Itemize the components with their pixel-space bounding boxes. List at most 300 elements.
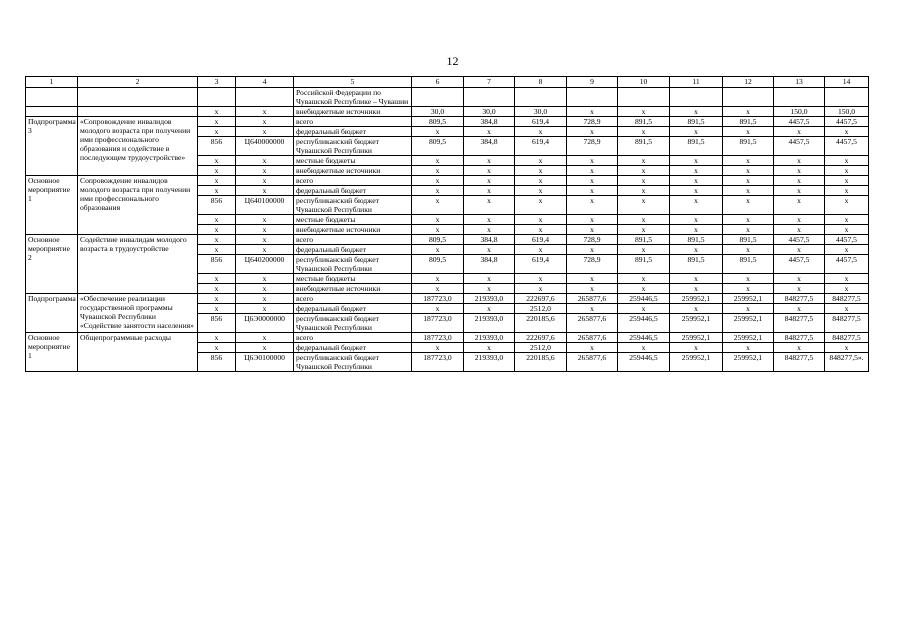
agency-code-cell: x [198, 294, 236, 304]
value-cell: x [412, 186, 464, 196]
value-cell: x [618, 186, 670, 196]
value-cell: x [412, 343, 464, 353]
value-cell: 222697,6 [515, 333, 567, 343]
value-cell: 728,9 [567, 117, 618, 127]
value-cell: x [774, 343, 825, 353]
value-cell: 4457,5 [774, 137, 825, 156]
page-number: 12 [446, 54, 459, 68]
value-cell: 219393,0 [464, 314, 515, 333]
agency-code-cell: x [198, 176, 236, 186]
name-cell: «Сопровождение инвалидов молодого возраста при получении ими профессионального образования и содействие в последующем трудоустройстве» [78, 117, 198, 176]
value-cell: x [774, 176, 825, 186]
target-code-cell [236, 88, 294, 107]
column-number-cell: 9 [567, 77, 618, 88]
value-cell: x [412, 176, 464, 186]
status-cell: Основное мероприятие 2 [26, 235, 78, 294]
value-cell [412, 88, 464, 107]
value-cell: x [567, 156, 618, 166]
value-cell: x [567, 127, 618, 137]
value-cell: 259952,1 [723, 353, 774, 372]
value-cell: x [825, 127, 869, 137]
funding-source-cell: федеральный бюджет [294, 186, 412, 196]
value-cell: x [774, 196, 825, 215]
value-cell: x [567, 176, 618, 186]
value-cell: 4457,5 [774, 255, 825, 274]
value-cell: x [618, 127, 670, 137]
value-cell: 384,8 [464, 137, 515, 156]
value-cell: x [670, 196, 723, 215]
value-cell: 30,0 [515, 107, 567, 117]
status-cell: Подпрограмма 3 [26, 117, 78, 176]
value-cell: 891,5 [618, 235, 670, 245]
value-cell: 848277,5 [774, 333, 825, 343]
value-cell: x [412, 245, 464, 255]
table-row [26, 235, 869, 245]
value-cell: x [618, 225, 670, 235]
name-cell [78, 107, 198, 117]
target-code-cell: x [236, 294, 294, 304]
column-number-cell: 7 [464, 77, 515, 88]
value-cell: x [670, 225, 723, 235]
status-cell: Подпрограмма [26, 294, 78, 333]
value-cell: x [464, 127, 515, 137]
value-cell: x [825, 245, 869, 255]
value-cell [464, 88, 515, 107]
status-cell [26, 107, 78, 117]
value-cell: 4457,5 [825, 255, 869, 274]
funding-source-cell: федеральный бюджет [294, 343, 412, 353]
value-cell: x [670, 343, 723, 353]
column-number-cell: 3 [198, 77, 236, 88]
value-cell: 30,0 [412, 107, 464, 117]
value-cell: 187723,0 [412, 314, 464, 333]
value-cell: x [412, 225, 464, 235]
value-cell: x [774, 284, 825, 294]
table-row [26, 117, 869, 127]
funding-source-cell: республиканский бюджет Чувашской Республики [294, 353, 412, 372]
target-code-cell: x [236, 304, 294, 314]
column-number-cell: 14 [825, 77, 869, 88]
value-cell: 619,4 [515, 117, 567, 127]
value-cell: 220185,6 [515, 314, 567, 333]
value-cell: x [618, 156, 670, 166]
funding-source-cell: республиканский бюджет Чувашской Республики [294, 314, 412, 333]
column-number-cell: 12 [723, 77, 774, 88]
name-cell: Общепрограммные расходы [78, 333, 198, 372]
value-cell: 384,8 [464, 255, 515, 274]
value-cell: 187723,0 [412, 294, 464, 304]
value-cell: 259446,5 [618, 314, 670, 333]
funding-source-cell: всего [294, 117, 412, 127]
target-code-cell: x [236, 333, 294, 343]
value-cell: 4457,5 [825, 117, 869, 127]
value-cell: x [670, 166, 723, 176]
funding-source-cell: республиканский бюджет Чувашской Республики [294, 255, 412, 274]
value-cell: x [412, 274, 464, 284]
target-code-cell: Ц640200000 [236, 255, 294, 274]
value-cell: 848277,5». [825, 353, 869, 372]
value-cell [723, 88, 774, 107]
value-cell: 222697,6 [515, 294, 567, 304]
value-cell: 891,5 [670, 235, 723, 245]
target-code-cell: x [236, 117, 294, 127]
target-code-cell: x [236, 235, 294, 245]
value-cell: x [567, 343, 618, 353]
value-cell: 848277,5 [774, 314, 825, 333]
value-cell: x [412, 215, 464, 225]
value-cell: x [670, 107, 723, 117]
value-cell: x [825, 196, 869, 215]
value-cell: x [723, 107, 774, 117]
value-cell: x [723, 274, 774, 284]
value-cell: x [825, 186, 869, 196]
value-cell: 619,4 [515, 137, 567, 156]
value-cell: x [825, 274, 869, 284]
value-cell: x [723, 127, 774, 137]
value-cell [774, 88, 825, 107]
value-cell: x [774, 215, 825, 225]
value-cell: x [825, 304, 869, 314]
status-cell [26, 88, 78, 107]
name-cell: «Обеспечение реализации государственной программы Чувашской Республики «Содействие занятости населения» [78, 294, 198, 333]
table-row [26, 88, 869, 107]
value-cell: x [464, 343, 515, 353]
value-cell: x [723, 304, 774, 314]
agency-code-cell: x [198, 304, 236, 314]
value-cell: 259446,5 [618, 294, 670, 304]
value-cell: x [515, 127, 567, 137]
agency-code-cell: x [198, 117, 236, 127]
value-cell [670, 88, 723, 107]
value-cell: 259952,1 [723, 333, 774, 343]
value-cell: 220185,6 [515, 353, 567, 372]
column-number-cell: 11 [670, 77, 723, 88]
value-cell: 259446,5 [618, 333, 670, 343]
column-number-cell: 4 [236, 77, 294, 88]
value-cell: x [825, 166, 869, 176]
value-cell: 265877,6 [567, 294, 618, 304]
value-cell: x [464, 274, 515, 284]
value-cell: x [515, 176, 567, 186]
value-cell: x [567, 215, 618, 225]
target-code-cell: x [236, 166, 294, 176]
funding-source-cell: всего [294, 176, 412, 186]
agency-code-cell [198, 88, 236, 107]
budget-table [25, 76, 869, 372]
value-cell: 4457,5 [774, 235, 825, 245]
agency-code-cell: x [198, 166, 236, 176]
value-cell: x [723, 343, 774, 353]
funding-source-cell: внебюджетные источники [294, 284, 412, 294]
agency-code-cell: x [198, 235, 236, 245]
target-code-cell: Ц640100000 [236, 196, 294, 215]
value-cell: x [412, 304, 464, 314]
value-cell: 2512,0 [515, 343, 567, 353]
value-cell: 848277,5 [774, 294, 825, 304]
table-row [26, 333, 869, 343]
value-cell: x [464, 304, 515, 314]
value-cell: 848277,5 [825, 333, 869, 343]
value-cell: 259446,5 [618, 353, 670, 372]
value-cell: x [567, 284, 618, 294]
value-cell: 891,5 [670, 117, 723, 127]
value-cell: x [464, 225, 515, 235]
value-cell: x [774, 186, 825, 196]
value-cell: 219393,0 [464, 353, 515, 372]
value-cell: x [825, 156, 869, 166]
value-cell: x [774, 127, 825, 137]
value-cell: x [618, 166, 670, 176]
agency-code-cell: 856 [198, 137, 236, 156]
value-cell: 891,5 [618, 137, 670, 156]
column-number-cell: 2 [78, 77, 198, 88]
value-cell: 219393,0 [464, 333, 515, 343]
agency-code-cell: 856 [198, 196, 236, 215]
value-cell: 259952,1 [670, 333, 723, 343]
value-cell: x [774, 274, 825, 284]
value-cell: x [515, 215, 567, 225]
agency-code-cell: 856 [198, 353, 236, 372]
agency-code-cell: x [198, 156, 236, 166]
value-cell: 728,9 [567, 137, 618, 156]
value-cell: x [774, 225, 825, 235]
value-cell: 4457,5 [774, 117, 825, 127]
value-cell: 150,0 [774, 107, 825, 117]
value-cell: x [515, 225, 567, 235]
column-number-cell: 8 [515, 77, 567, 88]
value-cell: 728,9 [567, 235, 618, 245]
value-cell: x [412, 196, 464, 215]
value-cell [825, 88, 869, 107]
column-number-cell: 1 [26, 77, 78, 88]
value-cell: 265877,6 [567, 333, 618, 343]
value-cell: x [464, 284, 515, 294]
value-cell [515, 88, 567, 107]
target-code-cell: x [236, 215, 294, 225]
value-cell: x [412, 156, 464, 166]
value-cell: 809,5 [412, 137, 464, 156]
value-cell: x [723, 225, 774, 235]
value-cell: x [464, 176, 515, 186]
value-cell: 150,0 [825, 107, 869, 117]
value-cell: x [567, 196, 618, 215]
value-cell: x [825, 176, 869, 186]
value-cell: x [618, 107, 670, 117]
value-cell: x [464, 156, 515, 166]
value-cell: 619,4 [515, 235, 567, 245]
value-cell: x [670, 186, 723, 196]
value-cell: x [723, 176, 774, 186]
target-code-cell: x [236, 274, 294, 284]
value-cell: 4457,5 [825, 235, 869, 245]
value-cell: x [618, 274, 670, 284]
value-cell: 848277,5 [825, 314, 869, 333]
value-cell: x [412, 166, 464, 176]
agency-code-cell: x [198, 127, 236, 137]
target-code-cell: Ц6Э0000000 [236, 314, 294, 333]
value-cell: 187723,0 [412, 333, 464, 343]
target-code-cell: x [236, 343, 294, 353]
funding-source-cell: республиканский бюджет Чувашской Республики [294, 137, 412, 156]
value-cell [618, 88, 670, 107]
value-cell: 265877,6 [567, 353, 618, 372]
target-code-cell: x [236, 107, 294, 117]
name-cell: Содействие инвалидам молодого возраста в трудоустройстве [78, 235, 198, 294]
value-cell: x [618, 284, 670, 294]
value-cell: x [670, 156, 723, 166]
agency-code-cell: x [198, 215, 236, 225]
value-cell: 728,9 [567, 255, 618, 274]
name-cell [78, 88, 198, 107]
value-cell: 2512,0 [515, 304, 567, 314]
value-cell: 891,5 [670, 137, 723, 156]
status-cell: Основное мероприятие 1 [26, 176, 78, 235]
agency-code-cell: x [198, 107, 236, 117]
value-cell: 259952,1 [670, 314, 723, 333]
target-code-cell: x [236, 225, 294, 235]
column-number-cell: 6 [412, 77, 464, 88]
value-cell: x [618, 215, 670, 225]
value-cell: x [464, 166, 515, 176]
column-number-cell: 5 [294, 77, 412, 88]
target-code-cell: x [236, 186, 294, 196]
value-cell: x [515, 245, 567, 255]
value-cell: x [464, 196, 515, 215]
agency-code-cell: 856 [198, 314, 236, 333]
value-cell: 809,5 [412, 255, 464, 274]
funding-source-cell: внебюджетные источники [294, 107, 412, 117]
value-cell: x [618, 245, 670, 255]
target-code-cell: Ц6Э0100000 [236, 353, 294, 372]
value-cell: 265877,6 [567, 314, 618, 333]
value-cell: x [515, 186, 567, 196]
funding-source-cell: федеральный бюджет [294, 245, 412, 255]
funding-source-cell: федеральный бюджет [294, 304, 412, 314]
target-code-cell: x [236, 284, 294, 294]
value-cell: x [825, 225, 869, 235]
value-cell: x [774, 166, 825, 176]
value-cell: 619,4 [515, 255, 567, 274]
value-cell: x [515, 156, 567, 166]
value-cell: x [825, 284, 869, 294]
funding-source-cell: местные бюджеты [294, 156, 412, 166]
value-cell: x [825, 343, 869, 353]
value-cell: x [670, 176, 723, 186]
value-cell: 259952,1 [670, 294, 723, 304]
value-cell: 4457,5 [825, 137, 869, 156]
value-cell: x [670, 127, 723, 137]
value-cell: x [464, 245, 515, 255]
value-cell: x [618, 176, 670, 186]
value-cell: x [723, 215, 774, 225]
value-cell: x [618, 304, 670, 314]
funding-source-cell: местные бюджеты [294, 274, 412, 284]
value-cell: x [774, 156, 825, 166]
column-number-cell: 10 [618, 77, 670, 88]
status-cell: Основное мероприятие 1 [26, 333, 78, 372]
agency-code-cell: x [198, 245, 236, 255]
value-cell: 848277,5 [774, 353, 825, 372]
funding-source-cell: внебюджетные источники [294, 166, 412, 176]
funding-source-cell: внебюджетные источники [294, 225, 412, 235]
value-cell: x [723, 186, 774, 196]
value-cell: x [515, 274, 567, 284]
agency-code-cell: x [198, 274, 236, 284]
target-code-cell: Ц640000000 [236, 137, 294, 156]
funding-source-cell: местные бюджеты [294, 215, 412, 225]
funding-source-cell: всего [294, 294, 412, 304]
value-cell: 891,5 [723, 137, 774, 156]
funding-source-cell: федеральный бюджет [294, 127, 412, 137]
value-cell: x [723, 156, 774, 166]
value-cell: x [723, 196, 774, 215]
agency-code-cell: x [198, 186, 236, 196]
name-cell: Сопровождение инвалидов молодого возраста при получении ими профессионального образования [78, 176, 198, 235]
value-cell: 219393,0 [464, 294, 515, 304]
value-cell: x [567, 304, 618, 314]
agency-code-cell: x [198, 225, 236, 235]
agency-code-cell: x [198, 284, 236, 294]
value-cell: x [670, 274, 723, 284]
value-cell: x [567, 225, 618, 235]
value-cell: x [412, 284, 464, 294]
value-cell: x [515, 284, 567, 294]
value-cell: x [723, 245, 774, 255]
value-cell: x [515, 166, 567, 176]
column-number-row [26, 77, 869, 88]
value-cell: x [618, 196, 670, 215]
funding-source-cell: Российской Федерации по Чувашской Республике – Чувашии [294, 88, 412, 107]
value-cell: x [670, 245, 723, 255]
table-row [26, 176, 869, 186]
target-code-cell: x [236, 176, 294, 186]
value-cell: 848277,5 [825, 294, 869, 304]
value-cell: x [670, 284, 723, 294]
value-cell: x [567, 186, 618, 196]
value-cell: x [464, 215, 515, 225]
table-row [26, 294, 869, 304]
value-cell: 891,5 [618, 117, 670, 127]
value-cell: x [567, 274, 618, 284]
table-row [26, 107, 869, 117]
target-code-cell: x [236, 156, 294, 166]
value-cell: 259952,1 [723, 314, 774, 333]
value-cell: x [670, 215, 723, 225]
value-cell: 891,5 [723, 255, 774, 274]
value-cell: x [567, 245, 618, 255]
value-cell: 384,8 [464, 117, 515, 127]
value-cell: 891,5 [670, 255, 723, 274]
column-number-cell: 13 [774, 77, 825, 88]
value-cell: 187723,0 [412, 353, 464, 372]
value-cell: 809,5 [412, 117, 464, 127]
agency-code-cell: x [198, 333, 236, 343]
value-cell: x [464, 186, 515, 196]
value-cell: x [723, 284, 774, 294]
value-cell: 259952,1 [723, 294, 774, 304]
value-cell: x [723, 166, 774, 176]
value-cell: 891,5 [618, 255, 670, 274]
value-cell: x [670, 304, 723, 314]
value-cell: x [825, 215, 869, 225]
value-cell: 809,5 [412, 235, 464, 245]
agency-code-cell: 856 [198, 255, 236, 274]
value-cell: x [618, 343, 670, 353]
value-cell: x [567, 107, 618, 117]
value-cell: 384,8 [464, 235, 515, 245]
value-cell: x [774, 245, 825, 255]
value-cell: x [774, 304, 825, 314]
